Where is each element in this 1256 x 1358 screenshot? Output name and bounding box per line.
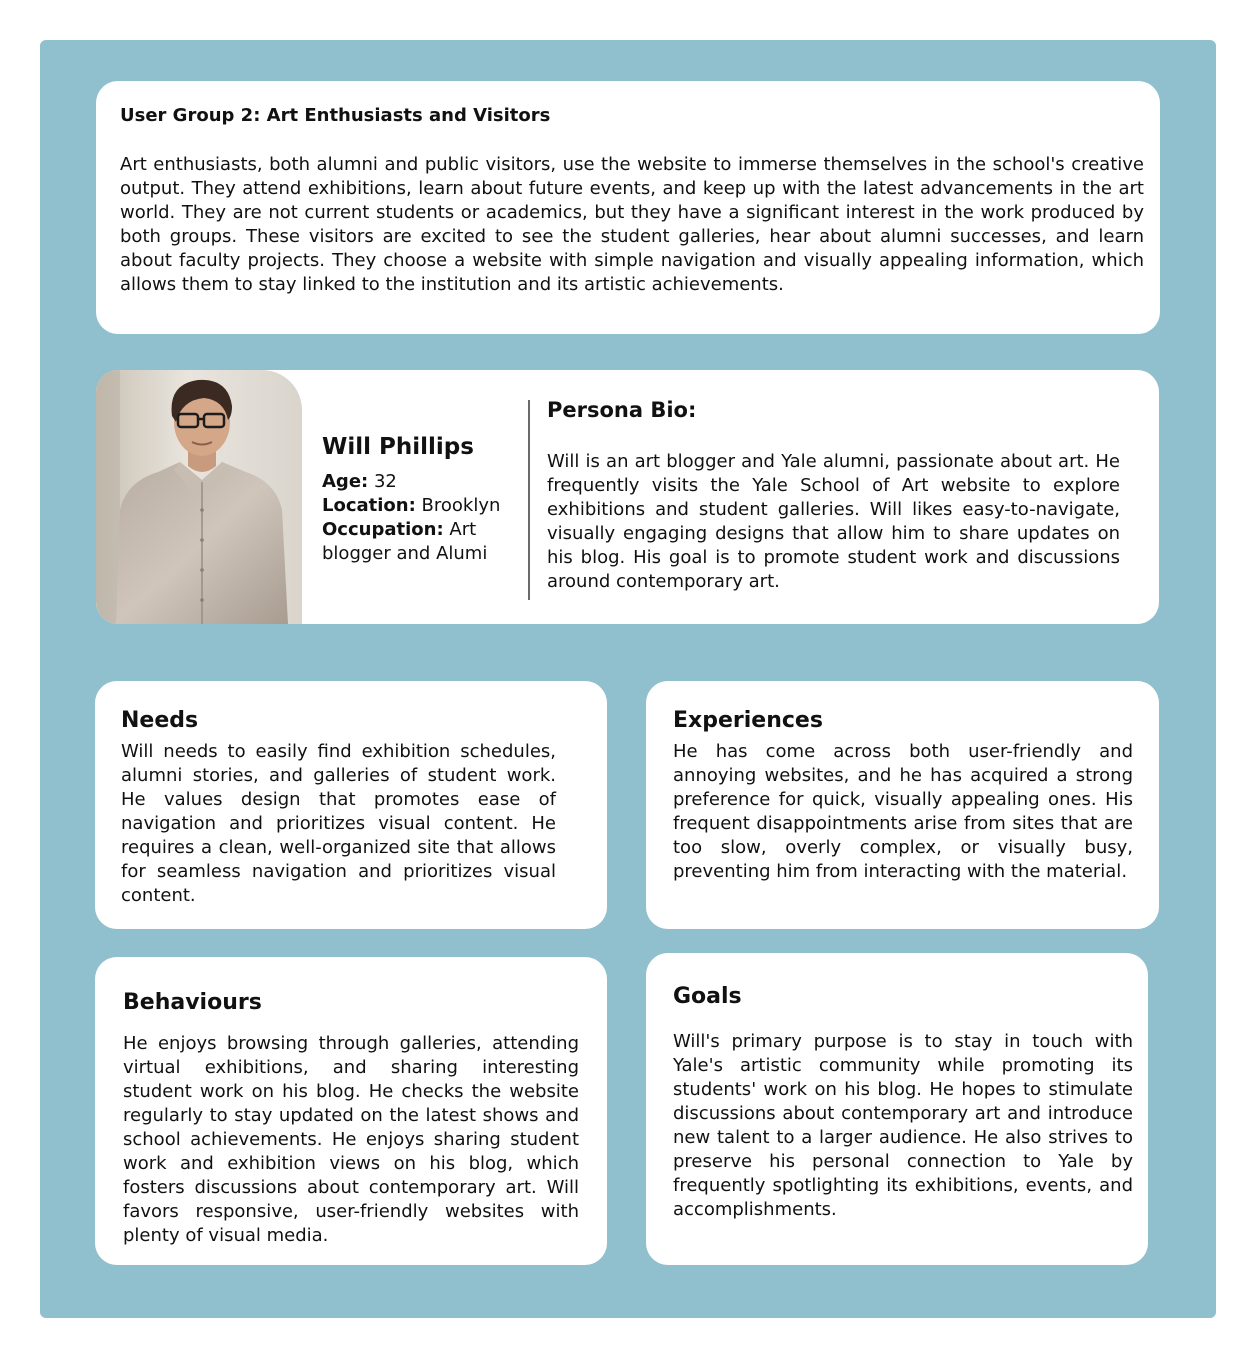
behaviours-title: Behaviours <box>123 990 262 1015</box>
location-value: Brooklyn <box>421 495 501 516</box>
experiences-title: Experiences <box>673 708 823 733</box>
needs-title: Needs <box>121 708 199 733</box>
needs-card <box>95 681 607 929</box>
persona-location <box>322 494 522 518</box>
goals-card <box>646 953 1148 1265</box>
occupation-value: Art blogger and Alumi <box>322 519 488 564</box>
persona-info <box>322 432 522 566</box>
persona-occupation <box>322 518 522 566</box>
persona-card <box>96 370 1159 624</box>
location-label: Location: <box>322 495 416 516</box>
occupation-label: Occupation: <box>322 519 444 540</box>
user-group-description: Art enthusiasts, both alumni and public visitors, use the website to immerse themselves in the school's creative output. They attend exhibitions, learn about future events, and keep up with the latest advancements in the art world. They are not current students or academics, but they have a significant interest in the work produced by both groups. These visitors are excited to see the student galleries, hear about alumni successes, and learn about faculty projects. They choose a website with simple navigation and visually appealing information, which allows them to stay linked to the institution and its artistic achievements. <box>120 154 1144 295</box>
experiences-text: He has come across both user-friendly and annoying websites, and he has acquired a strong preference for quick, visually appealing ones. His frequent disappointments arise from sites that are too slow, overly complex, or visually busy, preventing him from interacting with the material. <box>673 741 1133 882</box>
age-label: Age: <box>322 471 369 492</box>
vertical-divider <box>528 400 530 600</box>
behaviours-text: He enjoys browsing through galleries, attending virtual exhibitions, and sharing interesting student work on his blog. He checks the website regularly to stay updated on the latest shows and school achievements. He enjoys sharing student work and exhibition views on his blog, which fosters discussions about contemporary art. Will favors responsive, user-friendly websites with plenty of visual media. <box>123 1033 579 1246</box>
persona-photo <box>96 370 302 624</box>
experiences-card <box>646 681 1159 929</box>
persona-bio <box>547 396 1120 594</box>
behaviours-card <box>95 957 607 1265</box>
needs-text: Will needs to easily find exhibition schedules, alumni stories, and galleries of student work. He values design that promotes ease of navigation and prioritizes visual content. He requires a clean, well-organized site that allows for seamless navigation and prioritizes visual content. <box>121 741 556 906</box>
user-group-intro-card <box>96 81 1160 334</box>
persona-age <box>322 470 522 494</box>
persona-name: Will Phillips <box>322 434 474 460</box>
goals-text: Will's primary purpose is to stay in touch with Yale's artistic community while promoting its students' work on his blog. He hopes to stimulate discussions about contemporary art and introduce new talent to a larger audience. He also strives to preserve his personal connection to Yale by frequently spotlighting its exhibitions, events, and accomplishments. <box>673 1031 1133 1220</box>
persona-bio-text: Will is an art blogger and Yale alumni, passionate about art. He frequently visits the Yale School of Art website to explore exhibitions and student galleries. Will likes easy-to-navigate, visually engaging designs that allow him to share updates on his blog. His goal is to promote student work and discussions around contemporary art. <box>547 451 1120 592</box>
persona-photo-image <box>96 370 302 624</box>
age-value: 32 <box>373 471 397 492</box>
goals-title: Goals <box>673 984 742 1009</box>
user-group-title: User Group 2: Art Enthusiasts and Visitors <box>120 105 551 126</box>
persona-bio-title: Persona Bio: <box>547 398 697 422</box>
